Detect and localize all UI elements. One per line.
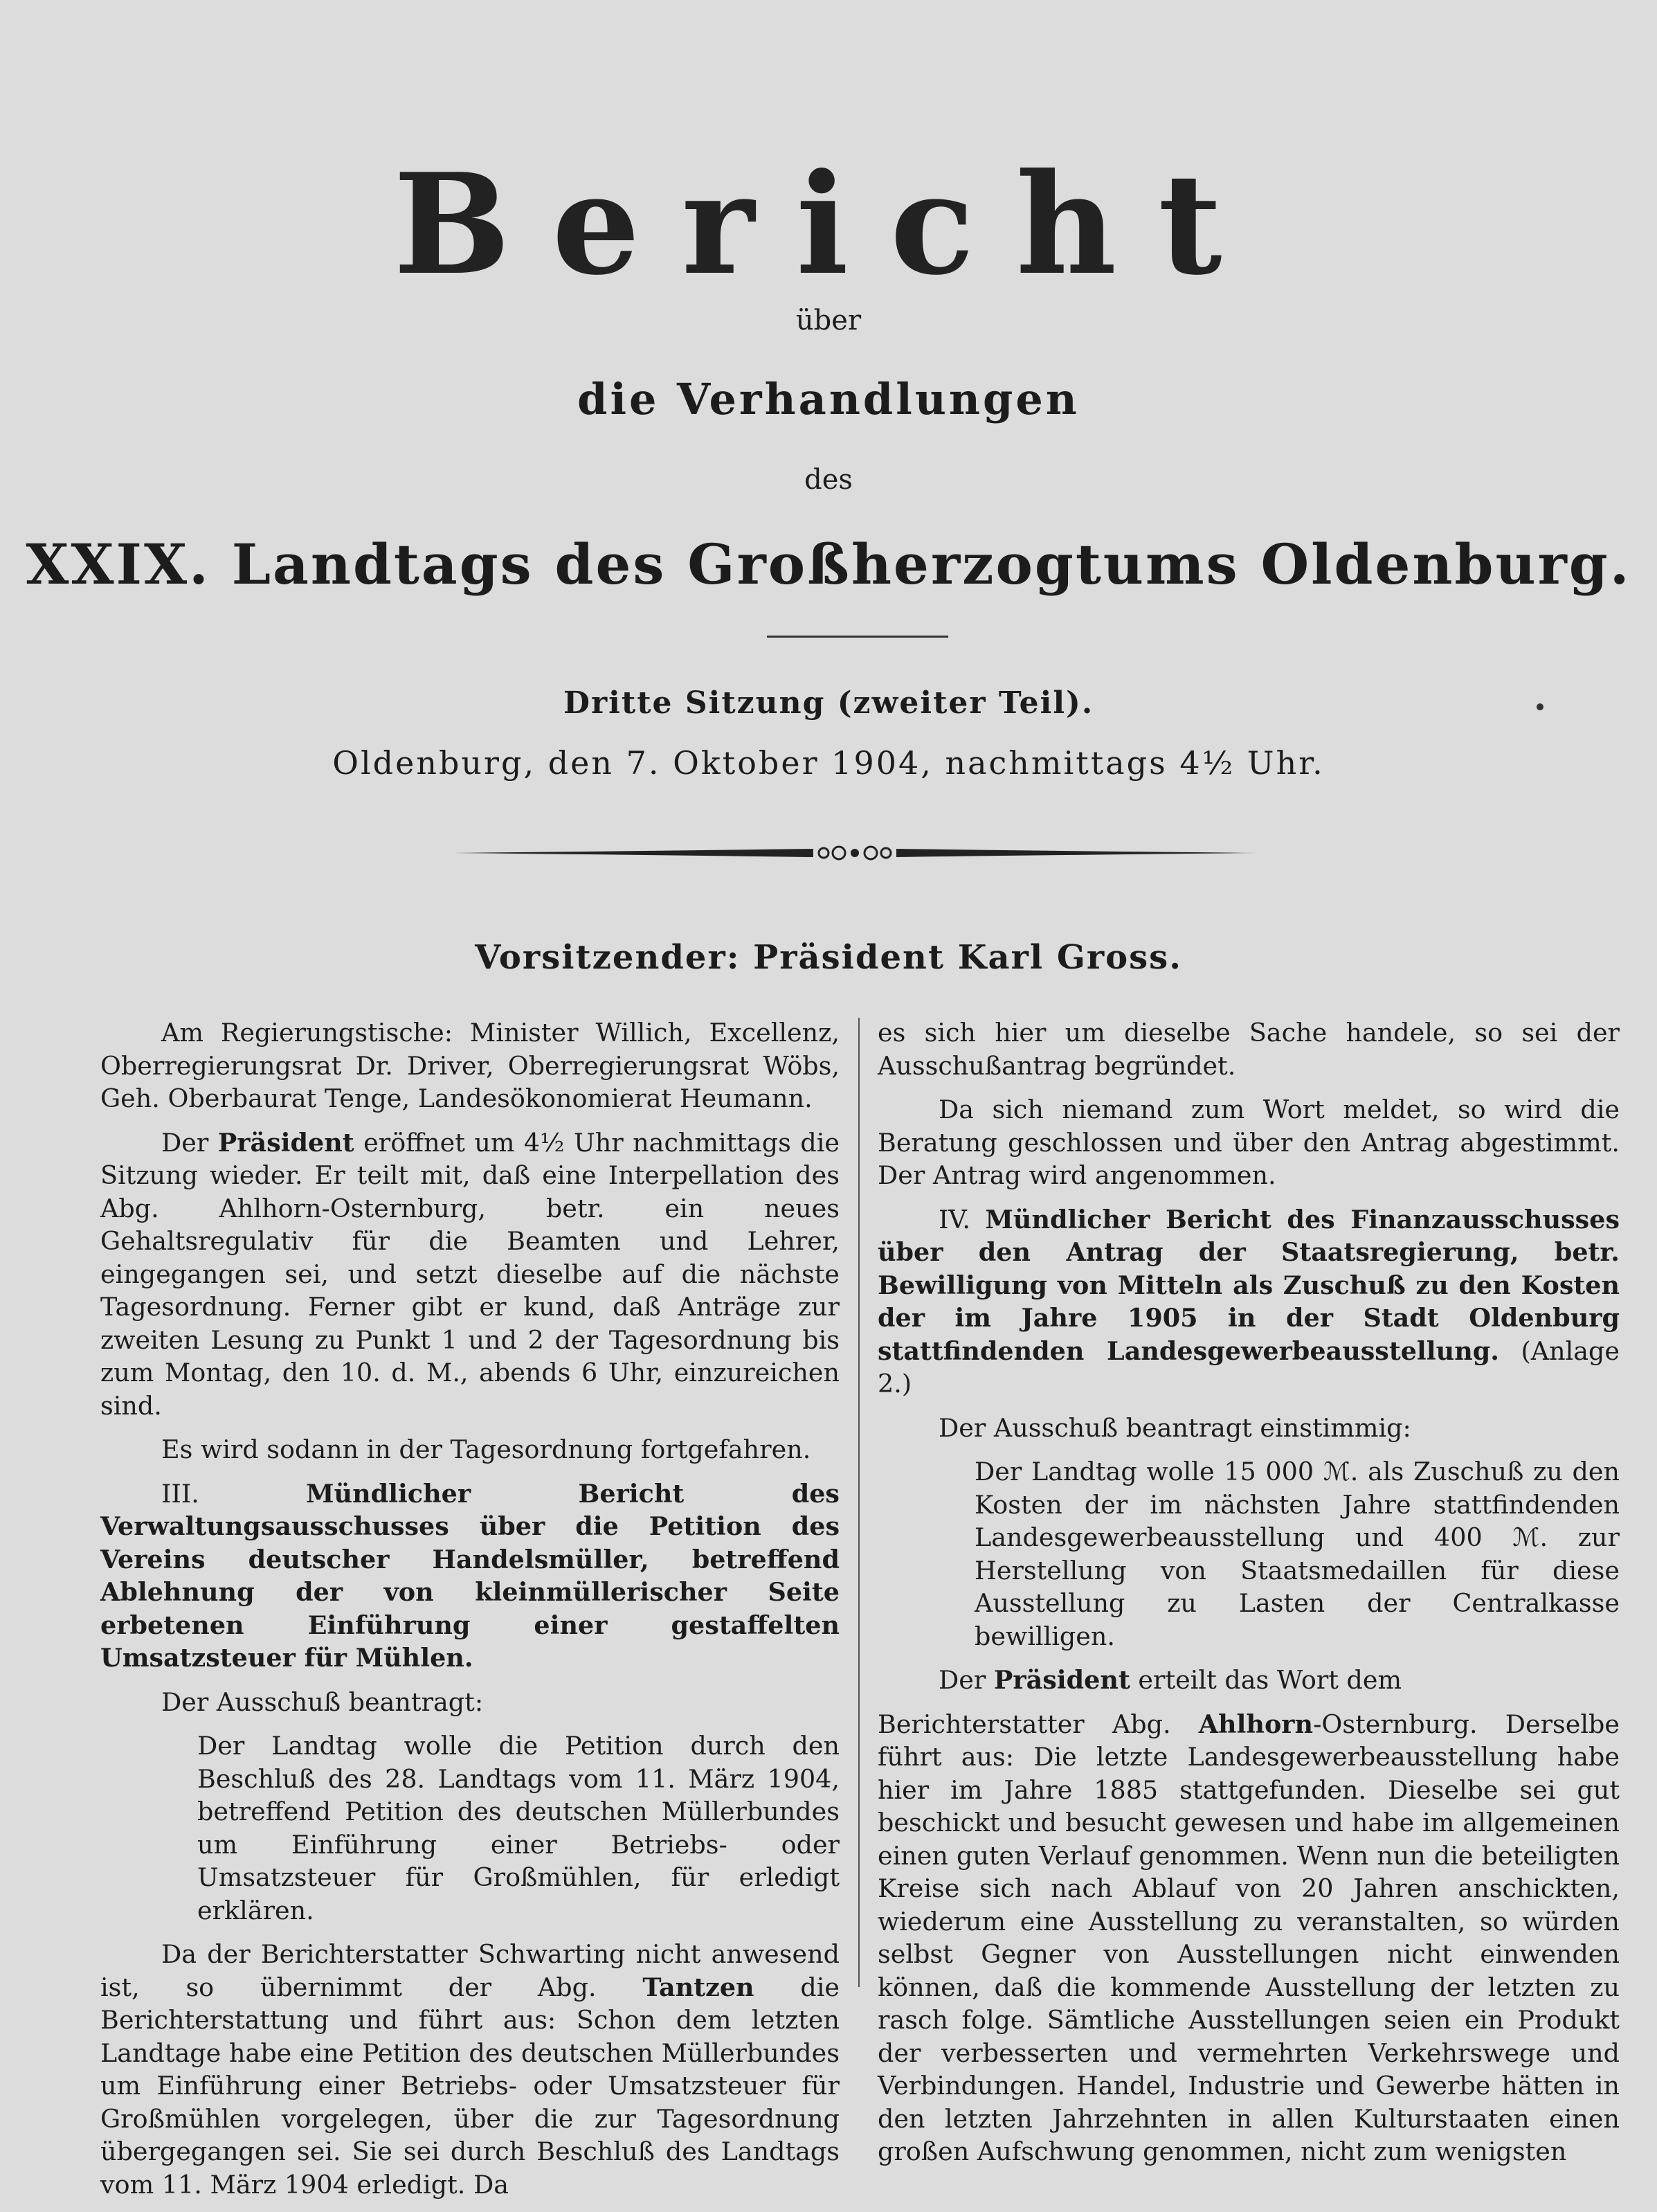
session-heading: Dritte Sitzung (zweiter Teil).: [563, 685, 1094, 721]
paragraph-ahlhorn-report: Berichterstatter Abg. Ahlhorn-Osternburg. Derselbe führt aus: Die letzte Landesgewerbeausstellung habe hier im Jahre 1885 stattgefunden. Dieselbe sei gut beschickt und besucht gewesen und habe im allgemeinen einen guten Verlauf genommen. Wenn nun die beteiligten Kreise sich nach Ablauf von 20 Jahren anschickten, wiederum eine Ausstellung zu veranstalten, so würden selbst Gegner von Ausstellungen nicht einwenden können, daß die kommende Ausstellung der letzten zu rasch folge. Sämtliche Ausstellungen seien ein Produkt der verbesserten und vermehrten Verkehrswege und Verbindungen. Handel, Industrie und Gewerbe hätten in den letzten Jahrzehnten in allen Kulturstaaten einen großen Aufschwung genommen, nicht zum wenigsten: [878, 1709, 1620, 2166]
paragraph-vote: Da sich niemand zum Wort meldet, so wird die Beratung geschlossen und über den Antrag abgestimmt. Der Antrag wird angenommen.: [878, 1095, 1620, 1190]
landtag-heading: XXIX. Landtags des Großherzogtums Oldenburg.: [26, 532, 1631, 597]
motion-text: Der Landtag wolle die Petition durch den Beschluß des 28. Landtags vom 11. März 1904, betreffend Petition des deutschen Müllerbundes um Einführung einer Betriebs- oder Umsatzsteuer für Großmühlen, für erledigt erklären.: [197, 1731, 840, 1925]
paragraph-agenda: Es wird sodann in der Tagesordnung fortgefahren.: [161, 1435, 811, 1464]
paragraph-continuation: es sich hier um dieselbe Sache handele, so sei der Ausschußantrag begründet.: [878, 1018, 1620, 1081]
paragraph-attendees: Am Regierungstische: Minister Willich, Excellenz, Oberregierungsrat Dr. Driver, Oberregierungsrat Wöbs, Geh. Oberbaurat Tenge, Landesökonomierat Heumann.: [100, 1018, 840, 1113]
column-divider: [858, 1018, 860, 1987]
paragraph-president-floor: Der Präsident erteilt das Wort dem: [939, 1665, 1402, 1695]
place-date-line: Oldenburg, den 7. Oktober 1904, nachmittags 4½ Uhr.: [332, 744, 1325, 782]
right-column: [878, 1016, 1620, 2179]
left-column: [100, 1016, 840, 2212]
ornament-divider: [453, 839, 1256, 867]
subtitle-verhandlungen: die Verhandlungen: [577, 374, 1080, 424]
paragraph-president-opening: Der Präsident eröffnet um 4½ Uhr nachmittags die Sitzung wieder. Er teilt mit, daß eine Interpellation des Abg. Ahlhorn-Osternburg, betr. ein neues Gehaltsregulativ für die Beamten und Lehrer, eingegangen sei, und setzt dieselbe auf die nächste Tagesordnung. Ferner gibt er kund, daß Anträge zur zweiten Lesung zu Punkt 1 und 2 der Tagesordnung bis zum Montag, den 10. d. M., abends 6 Uhr, einzureichen sind.: [100, 1127, 840, 1421]
document-title: Bericht: [393, 143, 1264, 306]
chair-line: Vorsitzender: Präsident Karl Gross.: [475, 938, 1182, 977]
subtitle-des: des: [804, 464, 853, 496]
agenda-item-iii: III. Mündlicher Bericht des Verwaltungsausschusses über die Petition des Vereins deutscher Handelsmüller, betreffend Ablehnung der von kleinmüllerischer Seite erbetenen Einführung einer gestaffelten Umsatzsteuer für Mühlen.: [100, 1478, 840, 1673]
subtitle-uber: über: [795, 305, 862, 336]
paragraph-committee-unanimous: Der Ausschuß beantragt einstimmig:: [939, 1412, 1411, 1443]
paragraph-tantzen-report: Da der Berichterstatter Schwarting nicht anwesend ist, so übernimmt der Abg. Tantzen die Berichterstattung und führt aus: Schon dem letzten Landtage habe eine Petition des deutschen Müllerbundes um Einführung einer Betriebs- oder Umsatzsteuer für Großmühlen vorgelegen, über die zur Tagesordnung übergegangen sei. Sie sei durch Beschluß des Landtags vom 11. März 1904 erledigt. Da: [100, 1939, 840, 2200]
ink-dot: [1537, 703, 1543, 710]
motion-text-funding: Der Landtag wolle 15 000 ℳ. als Zuschuß zu den Kosten der im nächsten Jahre stattfindenden Landesgewerbeausstellung und 400 ℳ. zur Herstellung von Staatsmedaillen für diese Ausstellung zu Lasten der Centralkasse bewilligen.: [975, 1457, 1620, 1651]
agenda-item-iv: IV. Mündlicher Bericht des Finanzausschusses über den Antrag der Staatsregierung, betr. Bewilligung von Mitteln als Zuschuß zu den Kosten der im Jahre 1905 in der Stadt Oldenburg stattfindenden Landesgewerbeausstellung. (Anlage 2.): [878, 1204, 1620, 1399]
short-divider: [767, 636, 948, 638]
paragraph-committee-motion: Der Ausschuß beantragt:: [161, 1687, 484, 1717]
